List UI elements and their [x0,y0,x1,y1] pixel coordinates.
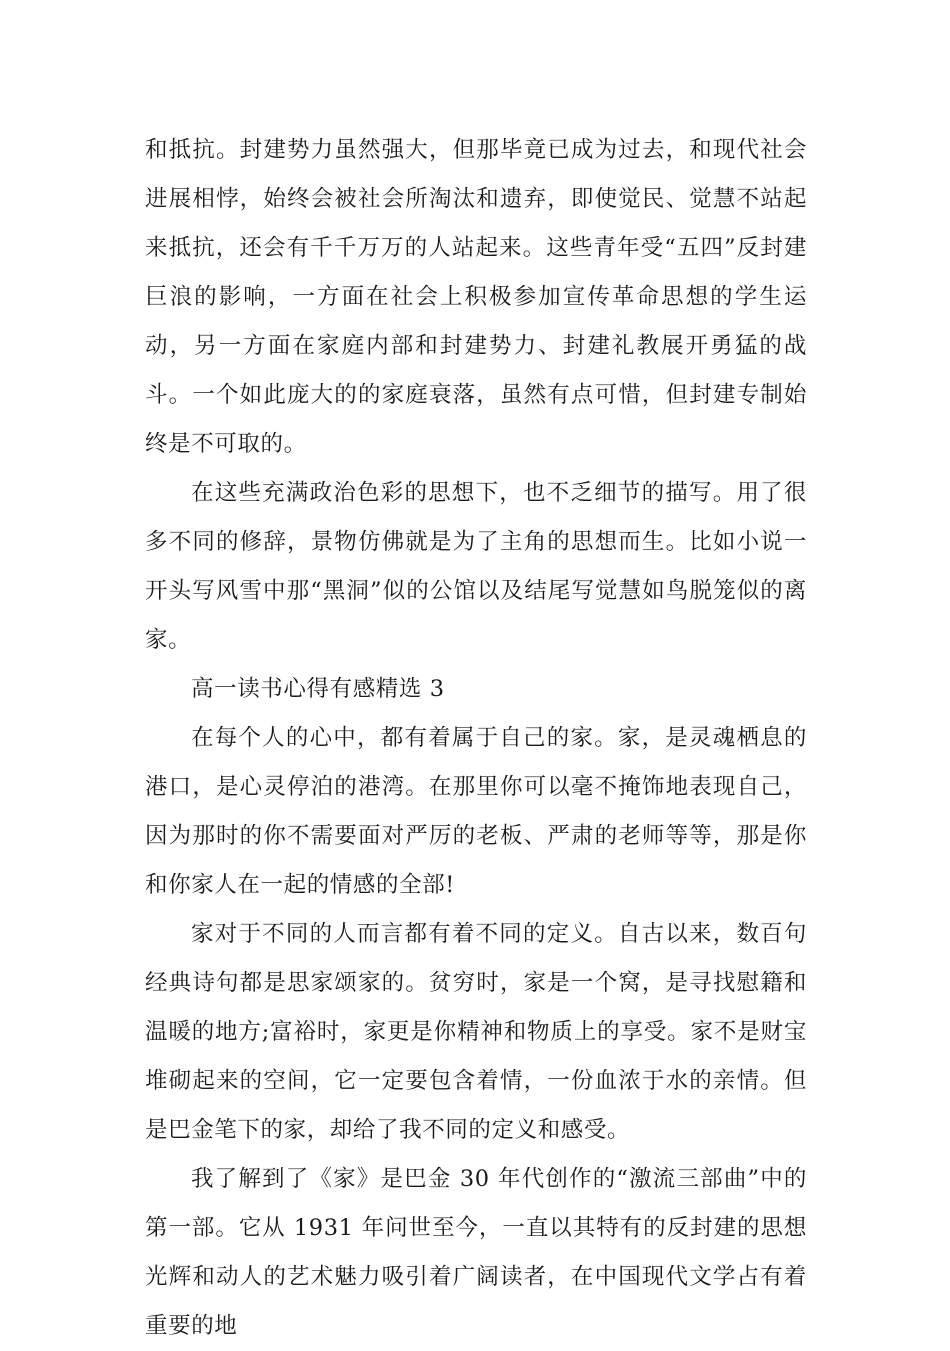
paragraph-continuation: 和抵抗。封建势力虽然强大，但那毕竟已成为过去，和现代社会进展相悖，始终会被社会所淘汰和遗弃，即使觉民、觉慧不站起来抵抗，还会有千千万万的人站起来。这些青年受“五四”反封建巨浪的影响，一方面在社会上积极参加宣传革命思想的学生运动，另一方面在家庭内部和封建势力、封建礼教展开勇猛的战斗。一个如此庞大的的家庭衰落，虽然有点可惜，但封建专制始终是不可取的。 [145,137,807,457]
section-heading: 高一读书心得有感精选 3 [191,676,445,702]
document-body [145,126,807,1351]
paragraph-home-definition: 家对于不同的人而言都有着不同的定义。自古以来，数百句经典诗句都是思家颂家的。贫穷时，家是一个窝，是寻找慰籍和温暖的地方;富裕时，家更是你精神和物质上的享受。家不是财宝堆砌起来的空间，它一定要包含着情，一份血浓于水的亲情。但是巴金笔下的家，却给了我不同的定义和感受。 [145,921,807,1143]
paragraph-book-intro: 我了解到了《家》是巴金 30 年代创作的“激流三部曲”中的第一部。它从 1931 年问世至今，一直以其特有的反封建的思想光辉和动人的艺术魅力吸引着广阔读者，在中国现代文学占有着重要的地 [145,1166,807,1339]
paragraph-home-heart: 在每个人的心中，都有着属于自己的家。家，是灵魂栖息的港口，是心灵停泊的港湾。在那里你可以毫不掩饰地表现自己，因为那时的你不需要面对严厉的老板、严肃的老师等等，那是你和你家人在一起的情感的全部! [145,725,807,898]
paragraph-detail-description: 在这些充满政治色彩的思想下，也不乏细节的描写。用了很多不同的修辞，景物仿佛就是为了主角的思想而生。比如小说一开头写风雪中那“黑洞”似的公馆以及结尾写觉慧如鸟脱笼似的离家。 [145,480,807,653]
